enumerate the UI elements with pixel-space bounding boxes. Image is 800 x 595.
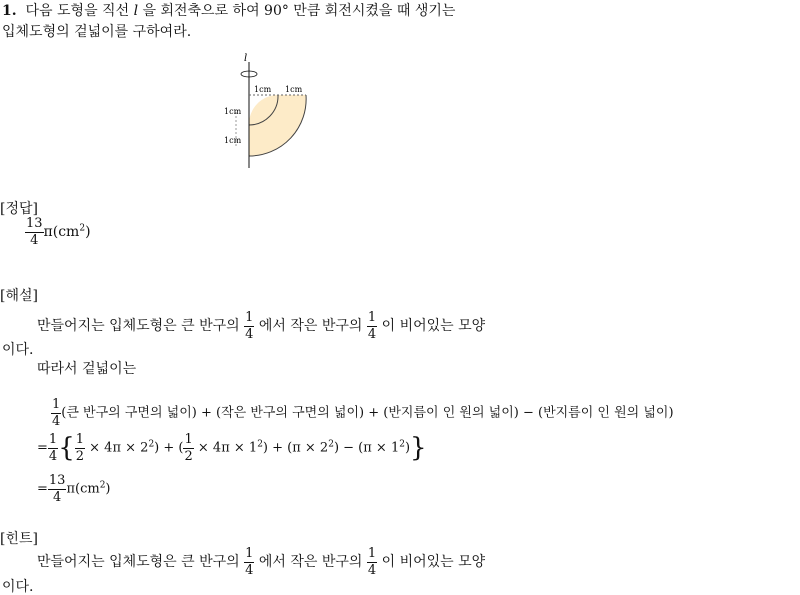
eq2-h2-num: 1 [184, 432, 193, 447]
explanation-para-1 [37, 311, 485, 341]
eq2-t3: ) + (π × 2 [262, 440, 329, 456]
explanation-header: [해설] [0, 288, 38, 304]
eq3-frac-num: 13 [48, 473, 66, 488]
eq2-t1: × 4π × 2 [89, 440, 149, 456]
expl-frac-1-num: 1 [245, 310, 254, 325]
eq2-t4: ) − (π × 1 [333, 440, 400, 456]
expl-p1-b: 에서 작은 반구의 [258, 318, 363, 335]
answer-header: [정답] [0, 201, 38, 217]
eq2-sq-3: 2 [328, 439, 334, 450]
eq3-tail: π(cm [66, 481, 100, 497]
eq3-frac [48, 474, 67, 504]
answer-exp: 2 [79, 223, 86, 234]
eq2-h2-den: 2 [184, 448, 193, 464]
eq2-q-num: 1 [48, 432, 58, 447]
eq2-sq-4: 2 [399, 439, 405, 450]
eq2-sq-2: 2 [257, 439, 263, 450]
expl-frac-2 [367, 311, 377, 341]
eq2-end: ) [404, 440, 411, 456]
expl-frac-2-num: 1 [367, 310, 377, 325]
answer-close: ) [85, 224, 91, 241]
shaded-ring-region [249, 95, 306, 156]
answer-fraction [25, 217, 44, 247]
hint-frac-2-num: 1 [367, 546, 377, 561]
label-top-right: 1cm [285, 85, 303, 94]
eq1-body: (큰 반구의 구면의 넓이) + (작은 반구의 구면의 넓이) + (반지름이 인 원의 넓이) − (반지름이 인 원의 넓이) [61, 405, 674, 421]
eq3-frac-den: 4 [53, 489, 62, 505]
problem-text-b: 을 회전축으로 하여 90° 만큼 회전시켰을 때 생기는 [142, 3, 456, 19]
eq2-h1-den: 2 [75, 448, 85, 464]
hint-para-1-line-2: 이다. [2, 579, 34, 595]
hint-frac-2 [367, 547, 377, 577]
eq2-frac-half-2 [183, 433, 193, 463]
problem-line-variable: l [133, 3, 139, 19]
expl-p1-c: 이 비어있는 모양 [381, 318, 486, 335]
eq3-exp: 2 [99, 480, 106, 491]
explanation-para-1-line-2: 이다. [2, 342, 34, 358]
answer-frac-num: 13 [26, 216, 43, 231]
hint-frac-2-den: 4 [367, 562, 377, 578]
eq2-frac-quarter [48, 433, 58, 463]
hint-p1-a: 만들어지는 입체도형은 큰 반구의 [37, 554, 240, 571]
eq2-brace-close: } [410, 433, 427, 464]
eq2-plus: ) + ( [154, 440, 184, 456]
answer-expression [25, 217, 91, 247]
eq2-t2: × 4π × 1 [197, 440, 258, 456]
eq2-h1-num: 1 [75, 432, 85, 447]
problem-line-2: 입체도형의 겉넓이를 구하여라. [2, 24, 192, 40]
eq2-prefix: = [37, 440, 48, 456]
expl-frac-1-den: 4 [245, 326, 254, 342]
solid-figure [0, 52, 800, 227]
hint-header: [힌트] [0, 531, 38, 547]
problem-text-a: 다음 도형을 직선 [25, 3, 130, 19]
eq1-frac [51, 398, 61, 428]
equation-line-3 [37, 474, 111, 504]
eq2-frac-half-1 [75, 433, 85, 463]
equation-line-2 [37, 433, 427, 463]
answer-tail: π(cm [43, 224, 80, 241]
hint-p1-b: 에서 작은 반구의 [258, 554, 363, 571]
label-top-left: 1cm [254, 85, 272, 94]
expl-p1-a: 만들어지는 입체도형은 큰 반구의 [37, 318, 240, 335]
eq2-sq-1: 2 [148, 439, 155, 450]
answer-frac-den: 4 [30, 232, 39, 248]
label-side-upper: 1cm [224, 107, 242, 116]
problem-number: 1. [2, 3, 17, 19]
eq3-prefix: = [37, 481, 48, 497]
hint-frac-1-num: 1 [245, 546, 254, 561]
explanation-para-2: 따라서 겉넓이는 [37, 361, 137, 377]
eq1-frac-den: 4 [52, 413, 61, 429]
hint-p1-c: 이 비어있는 모양 [381, 554, 486, 571]
eq3-close: ) [105, 481, 111, 497]
hint-frac-1-den: 4 [245, 562, 254, 578]
equation-line-1 [51, 398, 674, 428]
eq2-brace-open: { [58, 433, 75, 464]
problem-line-1 [2, 4, 455, 18]
eq1-frac-num: 1 [52, 397, 61, 412]
label-side-lower: 1cm [224, 136, 242, 145]
eq2-q-den: 4 [48, 448, 58, 464]
hint-frac-1 [244, 547, 254, 577]
axis-label: l [244, 53, 248, 64]
expl-frac-2-den: 4 [367, 326, 377, 342]
expl-frac-1 [244, 311, 254, 341]
hint-para-1 [37, 547, 485, 577]
